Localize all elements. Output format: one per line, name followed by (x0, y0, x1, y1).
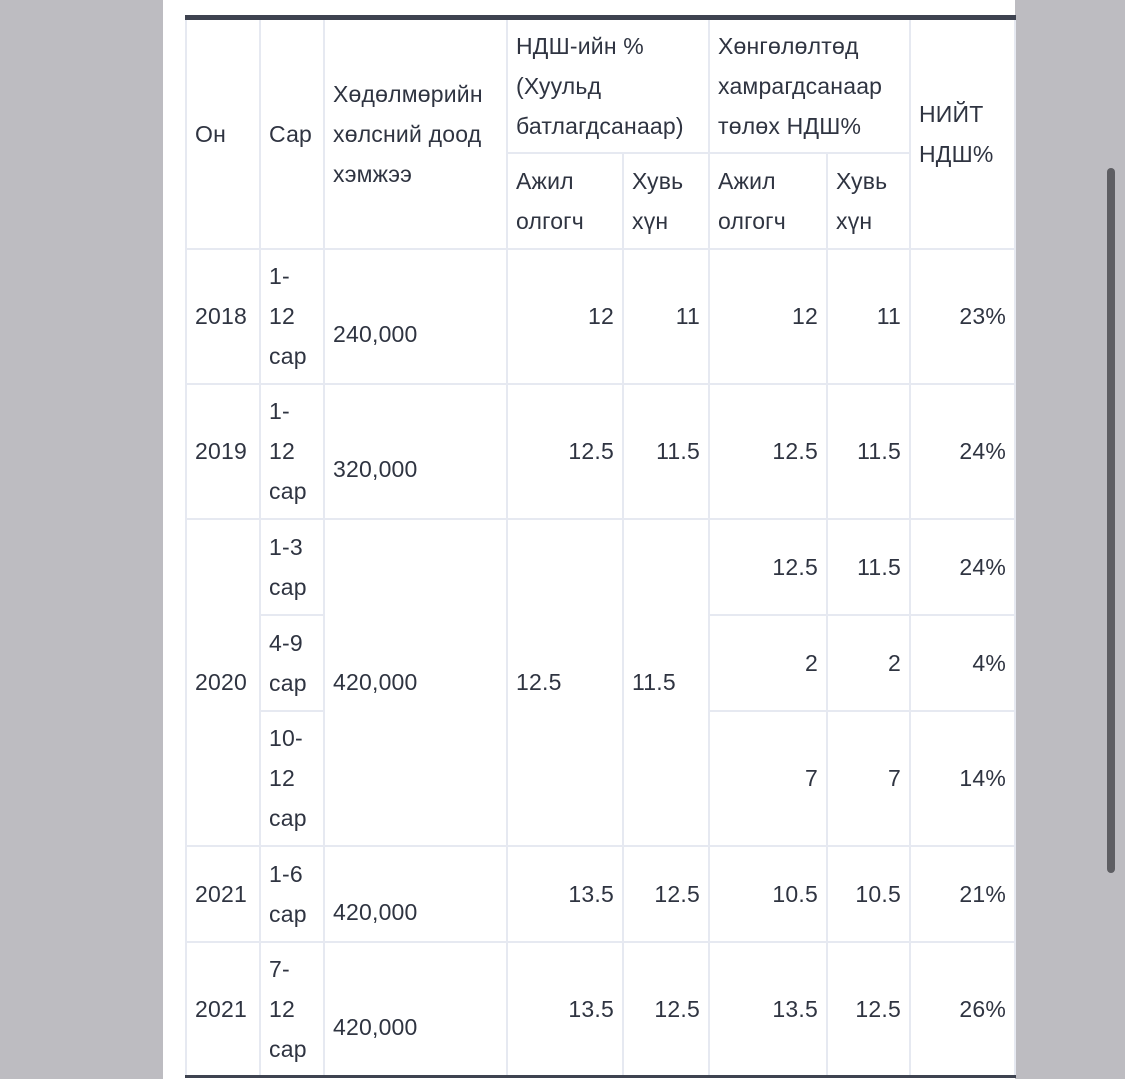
cell-wage: 320,000 (324, 384, 507, 519)
cell-month: 1-3 сар (260, 519, 324, 615)
cell-total: 24% (910, 384, 1015, 519)
cell-wage: 420,000 (324, 519, 507, 846)
cell-law-employer: 13.5 (507, 846, 623, 942)
header-min-wage: Хөдөлмөрийн хөлсний доод хэмжээ (324, 18, 507, 249)
cell-law-individual: 12.5 (623, 846, 709, 942)
cell-law-employer: 12 (507, 249, 623, 384)
cell-month: 1-12 сар (260, 249, 324, 384)
header-ssc-relief: Хөнгөлөлтөд хамрагдсанаар төлөх НДШ% (709, 18, 910, 153)
vertical-scrollbar[interactable] (1107, 168, 1115, 873)
table-row (186, 846, 1015, 942)
cell-relief-employer: 13.5 (709, 942, 827, 1077)
cell-total: 4% (910, 615, 1015, 711)
cell-total: 26% (910, 942, 1015, 1077)
cell-month: 4-9 сар (260, 615, 324, 711)
cell-relief-employer: 12.5 (709, 384, 827, 519)
cell-relief-individual: 11.5 (827, 519, 910, 615)
cell-total: 14% (910, 711, 1015, 846)
cell-year: 2021 (186, 846, 260, 942)
header-individual: Хувь хүн (623, 153, 709, 249)
cell-wage: 420,000 (324, 846, 507, 942)
header-year: Он (186, 18, 260, 249)
table-row (186, 384, 1015, 519)
cell-total: 21% (910, 846, 1015, 942)
cell-relief-individual: 11.5 (827, 384, 910, 519)
header-individual-relief: Хувь хүн (827, 153, 910, 249)
header-employer: Ажил олгогч (507, 153, 623, 249)
cell-year: 2019 (186, 384, 260, 519)
cell-relief-employer: 12.5 (709, 519, 827, 615)
cell-relief-employer: 7 (709, 711, 827, 846)
header-ssc-law: НДШ-ийн % (Хуульд батлагдсанаар) (507, 18, 709, 153)
header-total: НИЙТ НДШ% (910, 18, 1015, 249)
cell-month: 1-6 сар (260, 846, 324, 942)
cell-total: 23% (910, 249, 1015, 384)
header-employer-relief: Ажил олгогч (709, 153, 827, 249)
cell-law-individual: 11 (623, 249, 709, 384)
cell-year: 2018 (186, 249, 260, 384)
cell-law-employer: 13.5 (507, 942, 623, 1077)
cell-law-employer: 12.5 (507, 519, 623, 846)
table-row (186, 942, 1015, 1077)
cell-relief-employer: 10.5 (709, 846, 827, 942)
cell-month: 1-12 сар (260, 384, 324, 519)
header-month: Сар (260, 18, 324, 249)
cell-relief-individual: 11 (827, 249, 910, 384)
table-row (186, 519, 1015, 615)
cell-year: 2021 (186, 942, 260, 1077)
cell-relief-employer: 2 (709, 615, 827, 711)
cell-relief-individual: 10.5 (827, 846, 910, 942)
ssc-table-wrapper (185, 15, 1016, 1078)
cell-relief-individual: 7 (827, 711, 910, 846)
cell-month: 7-12 сар (260, 942, 324, 1077)
cell-relief-individual: 2 (827, 615, 910, 711)
cell-law-individual: 11.5 (623, 519, 709, 846)
ssc-rate-table (185, 15, 1016, 1078)
cell-wage: 240,000 (324, 249, 507, 384)
table-row (186, 249, 1015, 384)
cell-month: 10-12 сар (260, 711, 324, 846)
cell-relief-individual: 12.5 (827, 942, 910, 1077)
cell-year: 2020 (186, 519, 260, 846)
cell-law-individual: 12.5 (623, 942, 709, 1077)
cell-relief-employer: 12 (709, 249, 827, 384)
cell-wage: 420,000 (324, 942, 507, 1077)
cell-law-employer: 12.5 (507, 384, 623, 519)
cell-total: 24% (910, 519, 1015, 615)
cell-law-individual: 11.5 (623, 384, 709, 519)
